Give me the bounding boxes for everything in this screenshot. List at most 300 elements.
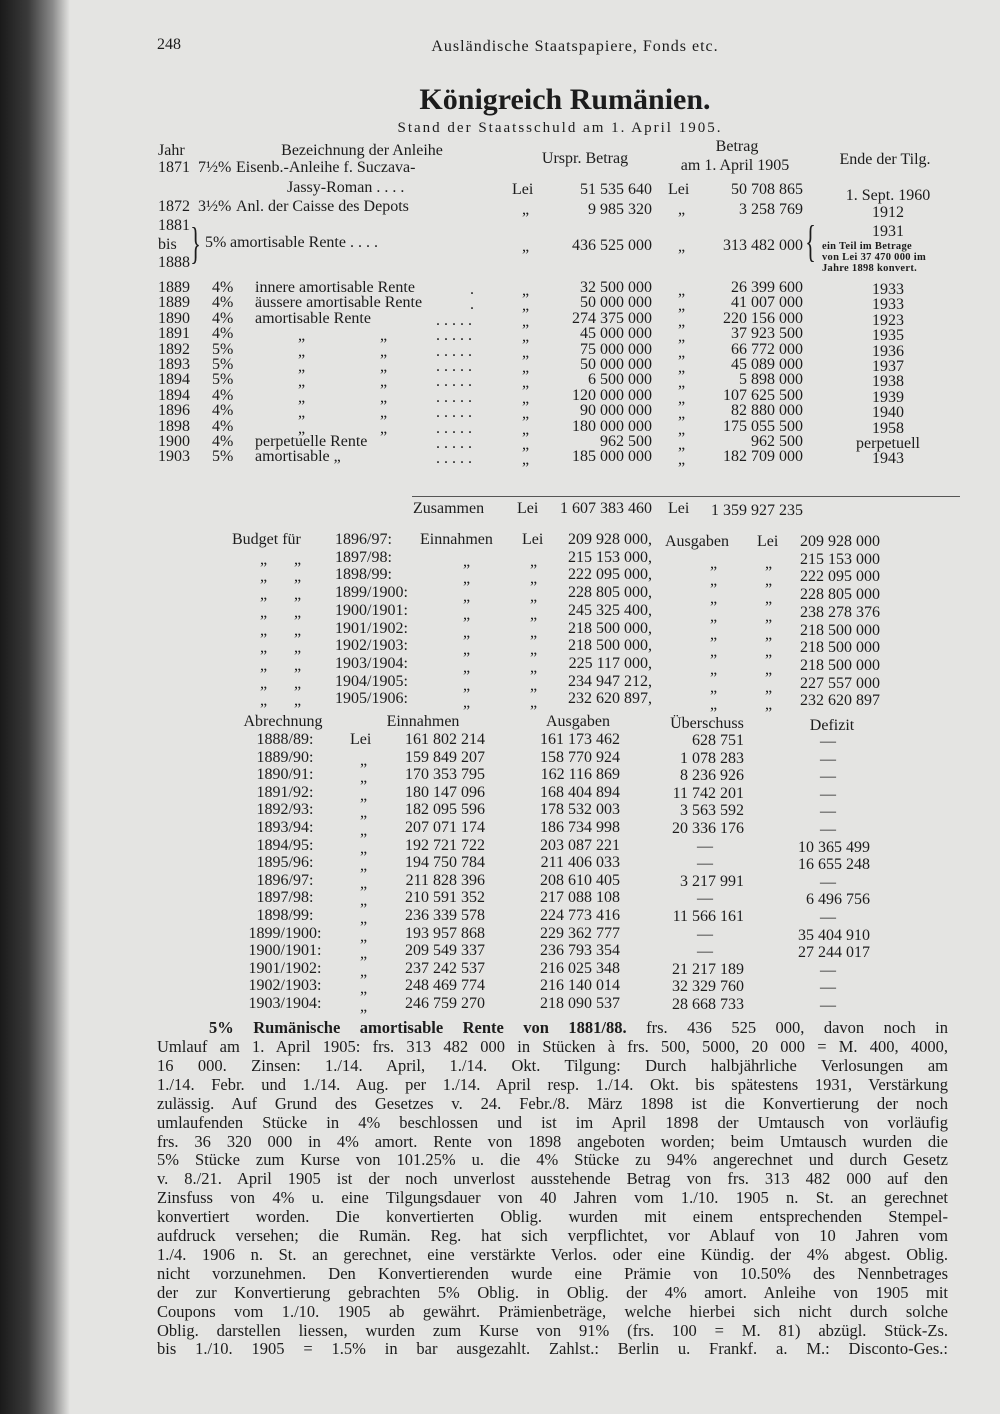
- paragraph-line: frs. 36 320 000 in 4% amort. Rente von 1898 angeboten worden; beim Umtausch wurden die: [157, 1131, 948, 1151]
- ditto-mark: „: [463, 641, 471, 659]
- loan-rate: 5%: [212, 371, 234, 389]
- ditto-mark: „: [463, 570, 471, 588]
- col-header-year: Jahr: [158, 142, 185, 159]
- ditto-mark: „: [522, 359, 530, 376]
- loan-dots: . . . . .: [436, 327, 472, 345]
- total-orig: 1 607 383 460: [560, 500, 652, 517]
- ditto-mark: „: [522, 405, 530, 423]
- loan-orig-amount: 9 985 320: [588, 201, 652, 218]
- loan-end: 1935: [872, 327, 904, 345]
- ditto-mark: „: [260, 656, 268, 674]
- account-surplus: 628 751: [692, 732, 744, 749]
- ditto-mark: „: [710, 678, 718, 696]
- account-surplus: —: [697, 837, 713, 855]
- budget-income: 218 500 000,: [568, 637, 652, 655]
- loan-current-amount: 37 923 500: [731, 325, 803, 343]
- account-deficit: 6 496 756: [806, 891, 870, 909]
- account-income: 236 339 578: [405, 907, 485, 924]
- ditto-mark: „: [298, 373, 306, 391]
- ditto-mark: „: [530, 605, 538, 623]
- ditto-mark: „: [765, 607, 773, 625]
- ditto-mark: „: [260, 550, 268, 568]
- running-title: Ausländische Staatspapiere, Fonds etc.: [431, 38, 719, 55]
- account-expense: 224 773 416: [540, 907, 620, 924]
- ditto-mark: „: [678, 312, 686, 330]
- col-header-period: Abrechnung: [243, 713, 323, 730]
- budget-income: 222 095 000,: [568, 566, 652, 584]
- account-deficit: 10 365 499: [798, 838, 870, 856]
- account-income: 207 071 174: [405, 819, 485, 836]
- paragraph-line: 1./14. Febr. und 1./14. Aug. per 1./14. April resp. 1./14. Okt. bis spätestens 1931, Verstärkung: [157, 1074, 948, 1094]
- account-period: 1900/1901:: [248, 942, 322, 960]
- loan-dots: . . . . .: [436, 404, 472, 422]
- ditto-mark: „: [530, 641, 538, 659]
- loan-year: 1891: [158, 325, 190, 343]
- budget-expense: 232 620 897: [800, 692, 880, 710]
- ditto-mark: „: [678, 282, 686, 299]
- budget-income: 225 117 000,: [568, 654, 652, 672]
- loan-year-range: bis: [158, 236, 177, 253]
- budget-income: 232 620 897,: [568, 690, 652, 708]
- ditto-mark: „: [522, 297, 530, 315]
- loan-year: 1890: [158, 309, 190, 327]
- loan-year: 1896: [158, 402, 190, 420]
- paragraph-line: 1./4. 1906 n. St. an gerechnet, eine verstärkte Verlos. oder eine Kündig. der 4% abgest. Oblig.: [157, 1244, 948, 1264]
- loan-rate: 5%: [212, 448, 234, 466]
- ditto-mark: „: [530, 676, 538, 694]
- account-expense: 203 087 221: [540, 836, 620, 854]
- ditto-mark: „: [294, 550, 302, 568]
- income-label: Einnahmen: [420, 531, 493, 548]
- loan-end-note: von Lei 37 470 000 im: [822, 252, 927, 263]
- budget-period: 1902/1903:: [335, 637, 408, 655]
- account-income: 182 095 596: [405, 801, 485, 819]
- ditto-mark: „: [530, 588, 538, 606]
- loan-end-note: Jahre 1898 konvert.: [822, 263, 918, 274]
- ditto-mark: „: [463, 676, 471, 694]
- loan-orig-amount: 50 000 000: [580, 294, 652, 312]
- account-period: 1897/98:: [256, 889, 314, 907]
- loan-name: perpetuelle Rente: [255, 433, 368, 450]
- ditto-mark: „: [360, 857, 368, 875]
- loan-rate: 4%: [212, 433, 234, 450]
- account-surplus: 11 566 161: [672, 908, 744, 925]
- account-deficit: 27 244 017: [798, 944, 870, 962]
- ditto-mark: „: [360, 945, 368, 963]
- account-income: 193 957 868: [405, 924, 485, 942]
- ditto-mark: „: [678, 374, 686, 392]
- loan-year-range: 1888: [158, 254, 190, 271]
- ditto-mark: „: [710, 643, 718, 661]
- loan-rate: 5%: [212, 340, 234, 358]
- budget-expense: 218 500 000: [800, 621, 880, 639]
- loan-current-amount: 220 156 000: [723, 309, 803, 327]
- budget-income: 209 928 000,: [568, 531, 652, 548]
- loan-year: 1872: [158, 198, 190, 215]
- account-income: 211 828 396: [405, 871, 485, 889]
- ditto-mark: „: [765, 554, 773, 572]
- ditto-mark: „: [678, 359, 686, 376]
- loan-orig-amount: 185 000 000: [572, 448, 652, 466]
- ditto-mark: „: [678, 328, 686, 346]
- ditto-mark: „: [710, 660, 718, 678]
- budget-period: 1896/97:: [335, 531, 392, 548]
- ditto-mark: „: [530, 623, 538, 641]
- account-expense: 216 140 014: [540, 977, 620, 995]
- loan-name: amortisable „: [255, 448, 341, 466]
- ditto-mark: „: [522, 312, 530, 330]
- loan-end: 1939: [872, 388, 904, 406]
- section-subtitle: Stand der Staatsschuld am 1. April 1905.: [397, 120, 723, 136]
- account-income: 194 750 784: [405, 854, 485, 872]
- account-expense: 178 532 003: [540, 801, 620, 819]
- loan-dots: . . . . .: [436, 342, 472, 360]
- loan-end: 1958: [872, 419, 904, 437]
- loan-orig-amount: 180 000 000: [572, 417, 652, 435]
- budget-income: 228 805 000,: [568, 584, 652, 602]
- paragraph-line: 5% Stücke zum Kurse von 101.25% u. die 4% Stücke zu 94% angerechnet und durch Gesetz: [157, 1150, 948, 1170]
- loan-dots: . . . . .: [436, 450, 472, 468]
- ditto-mark: „: [710, 607, 718, 625]
- account-expense: 229 362 777: [540, 924, 620, 942]
- account-surplus: 20 336 176: [672, 820, 744, 837]
- account-expense: 186 734 998: [540, 819, 620, 836]
- account-deficit: —: [820, 733, 836, 750]
- account-period: 1888/89:: [256, 731, 314, 748]
- ditto-mark: „: [710, 625, 718, 643]
- account-surplus: 28 668 733: [672, 996, 744, 1013]
- ditto-mark: „: [294, 603, 302, 621]
- loan-end: 1933: [872, 281, 904, 298]
- account-income: 248 469 774: [405, 977, 485, 995]
- account-period: 1889/90:: [256, 748, 314, 766]
- loan-name: amortisable Rente: [255, 309, 371, 327]
- ditto-mark: „: [522, 451, 530, 469]
- account-income: 210 591 352: [405, 889, 485, 907]
- ditto-mark: „: [765, 678, 773, 696]
- loan-year: 1894: [158, 371, 190, 389]
- col-header-deficit: Defizit: [809, 717, 855, 734]
- loan-orig-amount: 32 500 000: [580, 279, 652, 296]
- loan-current-amount: 3 258 769: [739, 201, 803, 218]
- expense-label: Ausgaben: [665, 533, 729, 550]
- loan-name: innere amortisable Rente: [255, 279, 415, 296]
- ditto-mark: „: [710, 572, 718, 590]
- loan-end: 1938: [872, 373, 904, 391]
- ditto-mark: „: [522, 374, 530, 392]
- loan-orig-amount: 51 535 640: [580, 181, 652, 198]
- loan-current-amount: 82 880 000: [731, 402, 803, 420]
- page-number: 248: [157, 36, 181, 53]
- ditto-mark: „: [710, 696, 718, 714]
- ditto-mark: „: [380, 373, 388, 391]
- loan-year: 1893: [158, 356, 190, 373]
- loan-year: 1889: [158, 279, 190, 296]
- ditto-mark: „: [678, 420, 686, 438]
- ditto-mark: „: [463, 605, 471, 623]
- loan-end: 1937: [872, 358, 904, 375]
- account-period: 1898/99:: [256, 907, 314, 924]
- ditto-mark: „: [678, 297, 686, 315]
- loan-current-amount: 26 399 600: [731, 279, 803, 296]
- loan-orig-amount: 75 000 000: [580, 340, 652, 358]
- account-surplus: —: [697, 925, 713, 943]
- ditto-mark: „: [360, 769, 368, 787]
- budget-period: 1905/1906:: [335, 690, 408, 708]
- ditto-mark: „: [380, 342, 388, 360]
- loan-name: amortisable Rente . . . .: [230, 234, 378, 251]
- budget-income: 215 153 000,: [568, 548, 652, 566]
- loan-orig-amount: 6 500 000: [588, 371, 652, 389]
- ditto-mark: „: [360, 839, 368, 857]
- ditto-mark: „: [530, 552, 538, 570]
- ditto-mark: „: [260, 639, 268, 657]
- account-expense: 236 793 354: [540, 942, 620, 960]
- ditto-mark: „: [360, 927, 368, 945]
- account-expense: 162 116 869: [540, 766, 620, 784]
- budget-period: 1901/1902:: [335, 619, 408, 637]
- paragraph-line: zulässig. Auf Grund des Gesetzes v. 24. Febr./8. März 1898 ist die Konvertierung der noch: [157, 1093, 948, 1113]
- loan-rate: 7½%: [198, 159, 232, 176]
- ditto-mark: „: [463, 588, 471, 606]
- brace-icon: }: [190, 219, 201, 268]
- ditto-mark: „: [380, 419, 388, 437]
- ditto-mark: „: [360, 874, 368, 892]
- account-deficit: —: [820, 821, 836, 838]
- account-deficit: —: [820, 768, 836, 786]
- loan-currency: „: [678, 201, 686, 218]
- paragraph-line: bis 1./10. 1905 = 1.5% in bar ausgezahlt. Zahlst.: Berlin u. Frankf. a. M.: Disconto-Ges.:: [157, 1339, 948, 1359]
- ditto-mark: „: [298, 342, 306, 360]
- ditto-mark: „: [298, 327, 306, 345]
- ditto-mark: „: [360, 962, 368, 980]
- account-income: 237 242 537: [405, 959, 485, 977]
- account-expense: 158 770 924: [540, 748, 620, 766]
- account-expense: 161 173 462: [540, 731, 620, 748]
- loan-currency: „: [522, 238, 530, 255]
- ditto-mark: „: [678, 389, 686, 407]
- ditto-mark: „: [463, 552, 471, 570]
- account-deficit: —: [820, 961, 836, 979]
- currency: Lei: [522, 531, 544, 548]
- ditto-mark: „: [765, 660, 773, 678]
- ditto-mark: „: [298, 358, 306, 375]
- loan-end-note: ein Teil im Betrage: [822, 241, 912, 252]
- ditto-mark: „: [463, 694, 471, 712]
- currency: Lei: [757, 533, 779, 550]
- account-expense: 218 090 537: [540, 995, 620, 1012]
- ditto-mark: „: [765, 572, 773, 590]
- ditto-mark: „: [360, 892, 368, 910]
- account-period: 1890/91:: [256, 766, 314, 784]
- ditto-mark: „: [522, 436, 530, 453]
- loan-orig-amount: 50 000 000: [580, 356, 652, 373]
- budget-period: 1898/99:: [335, 566, 392, 584]
- loan-orig-amount: 436 525 000: [572, 237, 652, 254]
- budget-period: 1904/1905:: [335, 672, 408, 690]
- ditto-mark: „: [522, 420, 530, 438]
- ditto-mark: „: [380, 358, 388, 375]
- ditto-mark: „: [360, 998, 368, 1015]
- paragraph-line: Oblig. darstellen liessen, wurden zum Kurse von 91% (frs. 100 = M. 81) abzügl. Stück-Zs.: [157, 1320, 948, 1340]
- account-surplus: 1 078 283: [680, 749, 744, 767]
- loan-end: perpetuell: [856, 435, 920, 452]
- account-deficit: —: [820, 979, 836, 997]
- ditto-mark: „: [765, 643, 773, 661]
- loan-dots: . . . . .: [436, 358, 472, 375]
- ditto-mark: „: [380, 388, 388, 406]
- ditto-mark: „: [530, 570, 538, 588]
- loan-dots: . . . . .: [436, 435, 472, 452]
- account-expense: 208 610 405: [540, 871, 620, 889]
- account-deficit: —: [820, 997, 836, 1014]
- ditto-mark: „: [298, 404, 306, 422]
- loan-current-amount: 50 708 865: [731, 181, 803, 198]
- loan-rate: 4%: [212, 279, 234, 296]
- loan-end: 1. Sept. 1960: [845, 187, 931, 204]
- account-income: 180 147 096: [405, 783, 485, 801]
- loan-current-amount: 45 089 000: [731, 356, 803, 373]
- loan-rate: 4%: [212, 309, 234, 327]
- account-period: 1896/97:: [256, 871, 314, 889]
- budget-expense: 227 557 000: [800, 674, 880, 692]
- account-period: 1893/94:: [256, 819, 314, 836]
- budget-income: 234 947 212,: [568, 672, 652, 690]
- budget-expense: 209 928 000: [800, 533, 880, 550]
- loan-end: 1940: [872, 404, 904, 422]
- loan-rate: 3½%: [198, 198, 232, 215]
- ditto-mark: „: [360, 910, 368, 927]
- ditto-mark: „: [260, 621, 268, 639]
- budget-period: 1900/1901:: [335, 601, 408, 619]
- ditto-mark: „: [678, 343, 686, 361]
- loan-orig-amount: 90 000 000: [580, 402, 652, 420]
- loan-current-amount: 5 898 000: [739, 371, 803, 389]
- loan-rate: 4%: [212, 294, 234, 312]
- brace-icon: {: [805, 217, 816, 266]
- budget-period: 1897/98:: [335, 548, 392, 566]
- loan-year: 1898: [158, 417, 190, 435]
- account-expense: 211 406 033: [540, 854, 620, 872]
- account-income: 170 353 795: [405, 766, 485, 784]
- budget-income: 218 500 000,: [568, 619, 652, 637]
- paragraph-line: umlaufenden Stücke in 4% beschlossen und ist im April 1898 der Umtausch von vorläufig: [157, 1112, 948, 1132]
- col-header-now-2: am 1. April 1905: [680, 157, 790, 174]
- ditto-mark: „: [678, 451, 686, 469]
- ditto-mark: „: [294, 674, 302, 692]
- account-period: 1895/96:: [256, 854, 314, 872]
- loan-rate: 4%: [212, 402, 234, 420]
- account-period: 1899/1900:: [248, 924, 322, 942]
- paragraph-line: aufdruck versehen; die Rumän. Reg. hat sich verpflichtet, vor Ablauf von 10 Jahren vom: [157, 1226, 948, 1245]
- account-deficit: —: [820, 873, 836, 891]
- budget-expense: 215 153 000: [800, 550, 880, 568]
- ditto-mark: „: [360, 822, 368, 839]
- section-title: Königreich Rumänien.: [419, 83, 711, 116]
- ditto-mark: „: [765, 590, 773, 608]
- ditto-mark: „: [678, 436, 686, 453]
- account-surplus: 3 563 592: [680, 802, 744, 820]
- account-surplus: 32 329 760: [672, 978, 744, 996]
- loan-end: 1936: [872, 342, 904, 360]
- account-period: 1901/1902:: [248, 959, 322, 977]
- ditto-mark: „: [360, 804, 368, 822]
- col-header-expense: Ausgaben: [546, 713, 610, 730]
- paragraph-line: 16 000. Zinsen: 1./14. April, 1./14. Okt. Tilgung: Durch halbjährliche Verlosungen am: [157, 1055, 948, 1075]
- ditto-mark: „: [260, 586, 268, 604]
- loan-orig-amount: 120 000 000: [572, 386, 652, 404]
- loan-currency: „: [678, 238, 686, 255]
- paragraph-heading: 5% Rumänische amortisable Rente von 1881/88.: [209, 1018, 627, 1037]
- account-period: 1902/1903:: [248, 977, 322, 995]
- ditto-mark: „: [294, 586, 302, 604]
- loan-orig-amount: 274 375 000: [572, 309, 652, 327]
- budget-expense: 238 278 376: [800, 603, 880, 621]
- ditto-mark: „: [380, 404, 388, 422]
- ditto-mark: „: [260, 568, 268, 586]
- budget-period: 1903/1904:: [335, 654, 408, 672]
- loan-year: 1900: [158, 433, 190, 450]
- ditto-mark: „: [765, 696, 773, 714]
- loan-rate: 4%: [212, 417, 234, 435]
- ditto-mark: „: [522, 328, 530, 346]
- ditto-mark: „: [765, 625, 773, 643]
- paragraph-text: frs. 436 525 000, davon noch in: [646, 1018, 949, 1037]
- budget-expense: 228 805 000: [800, 586, 880, 604]
- loan-name: äussere amortisable Rente: [255, 294, 423, 312]
- account-deficit: 35 404 910: [798, 926, 870, 944]
- loan-end: 1943: [872, 450, 904, 468]
- paragraph-line: Coupons vom 1./10. 1905 ab gewährt. Prämienbeträge, welche hierbei sich nicht durch solche: [157, 1301, 948, 1321]
- paragraph-line: Umlauf am 1. April 1905: frs. 313 482 000 in Stücken à frs. 500, 5000, 20 000 = M. 400, 4000,: [157, 1037, 948, 1056]
- budget-period: 1899/1900:: [335, 584, 408, 602]
- ditto-mark: „: [463, 658, 471, 676]
- loan-year-range: 1881: [158, 217, 190, 234]
- loan-name: Eisenb.-Anleihe f. Suczava-: [236, 159, 416, 176]
- account-income: 159 849 207: [405, 748, 485, 766]
- total-currency: Lei: [668, 500, 690, 517]
- account-surplus: —: [697, 890, 713, 908]
- loan-orig-amount: 45 000 000: [580, 325, 652, 343]
- loan-current-amount: 41 007 000: [731, 294, 803, 312]
- account-income: 192 721 722: [405, 836, 485, 854]
- total-now: 1 359 927 235: [711, 502, 803, 519]
- loan-end: 1933: [872, 296, 904, 314]
- loan-end: 1923: [872, 311, 904, 329]
- loan-dots: . . . . .: [436, 311, 472, 329]
- ditto-mark: „: [360, 980, 368, 998]
- account-surplus: —: [697, 943, 713, 961]
- paragraph-first-line: [209, 1018, 948, 1038]
- loan-year: 1871: [158, 159, 190, 176]
- account-deficit: 16 655 248: [798, 856, 870, 874]
- budget-income: 245 325 400,: [568, 601, 652, 619]
- col-header-orig: Urspr. Betrag: [541, 150, 629, 167]
- ditto-mark: „: [530, 694, 538, 712]
- ditto-mark: „: [298, 419, 306, 437]
- col-header-name: Bezeichnung der Anleihe: [281, 142, 443, 159]
- account-deficit: —: [820, 803, 836, 821]
- account-surplus: 21 217 189: [672, 960, 744, 978]
- loan-orig-amount: 962 500: [600, 433, 652, 450]
- account-surplus: —: [697, 855, 713, 873]
- account-surplus: 11 742 201: [672, 784, 744, 802]
- currency: Lei: [350, 731, 372, 748]
- loan-current-amount: 962 500: [751, 433, 803, 450]
- account-expense: 217 088 108: [540, 889, 620, 907]
- loan-dots: . . . . .: [436, 388, 472, 406]
- col-header-surplus: Überschuss: [670, 715, 744, 732]
